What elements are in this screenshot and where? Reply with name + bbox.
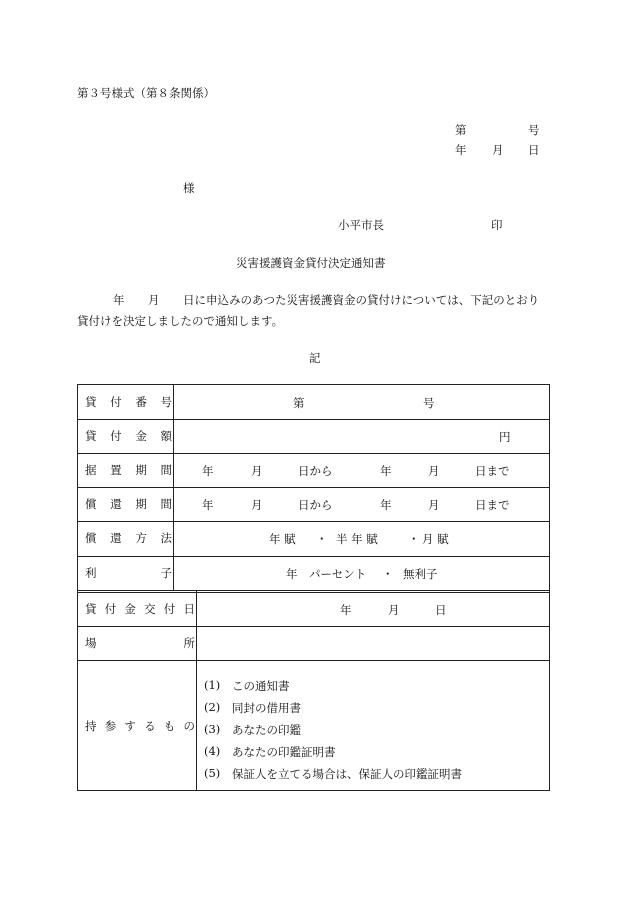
disbursement-day: 日 xyxy=(435,603,447,617)
item-2-num: (2) xyxy=(204,700,221,714)
deferment-month: 月 xyxy=(251,464,263,478)
date-year: 年 xyxy=(455,143,467,157)
row-label-deferment-period: 据 置 期 間 xyxy=(85,463,172,477)
loan-details-table xyxy=(77,384,550,791)
loan-number-dai: 第 xyxy=(293,396,305,410)
row-label-place: 場 所 xyxy=(85,636,195,650)
repayment-from: 日から xyxy=(298,498,333,512)
item-1-text: この通知書 xyxy=(232,679,290,693)
deferment-month2: 月 xyxy=(428,464,440,478)
loan-amount-yen: 円 xyxy=(499,430,511,444)
deferment-until: 日まで xyxy=(475,464,510,478)
date-month: 月 xyxy=(492,143,504,157)
ki-label: 記 xyxy=(309,351,321,365)
disbursement-year: 年 xyxy=(340,603,352,617)
body-line1: 日に申込みのあつた災害援護資金の貸付けについては、下記のとおり xyxy=(183,293,540,307)
method-monthly: 月 賦 xyxy=(422,532,449,546)
method-dot1: ・ xyxy=(316,532,328,546)
date-day: 日 xyxy=(528,143,540,157)
item-2-text: 同封の借用書 xyxy=(232,701,301,715)
item-3-text: あなたの印鑑 xyxy=(232,723,301,737)
interest-free: 無利子 xyxy=(403,567,438,581)
deferment-from: 日から xyxy=(298,464,333,478)
row-label-disbursement-date: 貸 付 金 交 付 日 xyxy=(85,602,195,616)
item-4-num: (4) xyxy=(204,744,221,758)
item-4-text: あなたの印鑑証明書 xyxy=(232,745,336,759)
deferment-year2: 年 xyxy=(380,464,392,478)
document-title: 災害援護資金貸付決定通知書 xyxy=(236,256,386,270)
repayment-until: 日まで xyxy=(475,498,510,512)
body-line2: 貸付けを決定しましたので通知します。 xyxy=(77,314,284,328)
deferment-year: 年 xyxy=(202,464,214,478)
repayment-year: 年 xyxy=(202,498,214,512)
item-5-text: 保証人を立てる場合は、保証人の印鑑証明書 xyxy=(232,767,462,781)
body-month: 月 xyxy=(148,293,160,307)
row-label-interest: 利 子 xyxy=(85,566,172,580)
row-label-loan-amount: 貸 付 金 額 xyxy=(85,429,172,443)
interest-rate: 年 パーセント xyxy=(286,567,367,581)
method-dot2: ・ xyxy=(408,532,420,546)
row-label-loan-number: 貸 付 番 号 xyxy=(85,395,172,409)
addressee-suffix: 様 xyxy=(183,181,195,195)
repayment-year2: 年 xyxy=(380,498,392,512)
repayment-month2: 月 xyxy=(428,498,440,512)
repayment-month: 月 xyxy=(251,498,263,512)
form-id: 第３号様式（第８条関係） xyxy=(77,86,215,100)
method-annual: 年 賦 xyxy=(269,532,296,546)
seal: 印 xyxy=(491,218,503,232)
issuer: 小平市長 xyxy=(338,218,384,232)
item-3-num: (3) xyxy=(204,722,221,736)
interest-dot: ・ xyxy=(382,567,394,581)
row-label-items-to-bring: 持 参 す る も の xyxy=(85,718,195,733)
item-1-num: (1) xyxy=(204,678,221,692)
body-year: 年 xyxy=(113,293,125,307)
disbursement-month: 月 xyxy=(388,603,400,617)
item-5-num: (5) xyxy=(204,766,221,780)
row-label-repayment-period: 償 還 期 間 xyxy=(85,497,172,511)
method-semiannual: 半 年 賦 xyxy=(336,532,378,546)
row-label-repayment-method: 償 還 方 法 xyxy=(85,531,172,545)
loan-number-go: 号 xyxy=(423,396,435,410)
number-dai: 第 xyxy=(455,123,467,137)
number-go: 号 xyxy=(528,123,540,137)
